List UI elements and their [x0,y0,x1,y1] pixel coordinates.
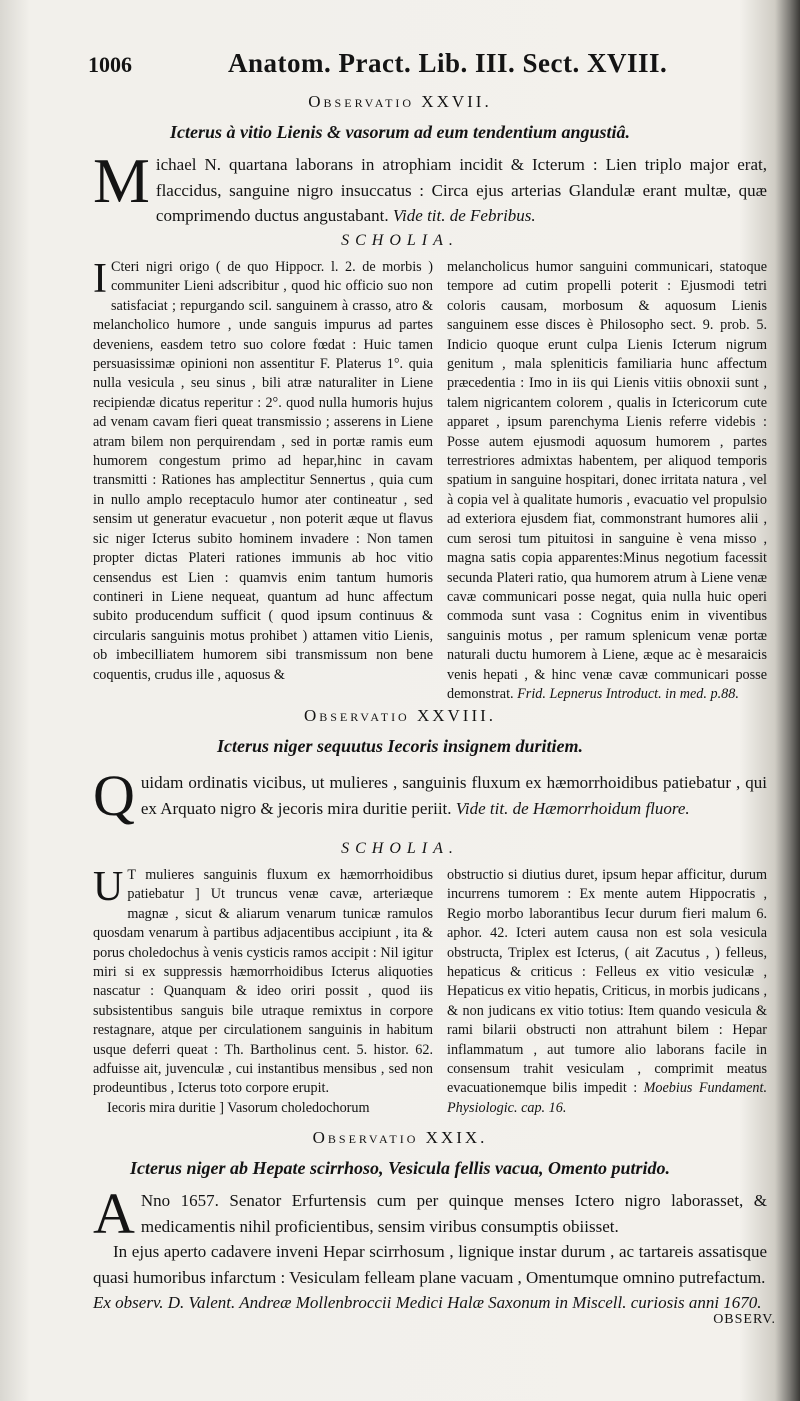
case-text: uidam ordinatis vicibus, ut mulieres , sanguinis fluxum ex hæmorrhoidibus patiebatur , qui ex Arquato nigro & jecoris mira duritie periit. [140,773,767,818]
scholia-column-right [447,258,767,704]
observation-title: Icterus à vitio Lienis & vasorum ad eum tendentium angustiâ. [169,122,631,142]
catchword: OBSERV. [713,1312,776,1327]
drop-cap: I [93,256,107,302]
scholia-text: obstructio si diutius duret, ipsum hepar afficitur, durum incurrens tumorem : Ex mente autem Hippocratis , Regio morbo laborantibus Iecur durum fieri malum 6. aphor. 42. Icteri autem causa non est sola vesicula obstructa, Triplex est Icterus, ( ait Zacutus , ) felleus, hepaticus & criticus : Felleus ex vitio vesiculæ , Hepaticus ex vitio hepatis, Criticus, in morbis judicans , & non judicans ex vitio totius: Item quando vesicula & rami bilarii obstructi non attrahunt bilem : Hepar inflammatum , aut tumore alio laborans facile in consensum trahit vesiculam , comprimit meatus evacuationemque bilis impedit : [447,867,767,1097]
reference: Vide tit. de Febribus. [392,206,536,225]
scholia-text: melancholicus humor sanguini communicari, statoque tempore ad cutim propelli poterit : Ejusmodi tetri coloris causam, morbosum & aquosum Lienis sanguinem esse disces è Philosopho sect. 9. prob. 5. Indicio quoque erunt culpa Lienis Icterum nigrum genitum , mala spleniticis familiaria hunc affectum præcedentia : Imo in iis qui Lienis vitiis obnoxii sunt , talem nigricantem colorem , qualis in Ictericorum cute apparet , ipsum parenchyma Lienis referre videbis : Posse autem ejusmodi aquosum humorem , partes terrestriores admixtas habentem, per aliquod temporis spatium in sanguine hospitari, donec irritata natura , vel à copia vel à qualitate humoris , evacuatio vel propulsio ad exteriora ejusdem fiat, commonstrant humores alii , cum serosi tum pituitosi in sanguine è vena misso , magna satis copia apparentes:Minus negotium facessit secunda Plateri ratio, qua humorem atrum à Liene venæ cavæ communicari posse negat, quia nulla huic operi commoda sunt vasa : Cognitus enim in viventibus sanguinis motus , per ramum splenicum venæ portæ naturali ductu humorem à Liene, æque ac è mesaraicis venis hepati , & hinc venæ cavæ communicari posse demonstrat. [447,259,767,702]
page-number: 1006 [88,52,132,77]
observation-heading: Observatio XXVII. [308,92,492,111]
scholia-column-right [447,866,767,1118]
observation-text [93,763,767,828]
observation-heading: Observatio XXIX. [312,1128,488,1147]
observation-title: Icterus niger sequutus Iecoris insignem duritiem. [216,736,584,756]
scholia-reference: Frid. Lepnerus Introduct. in med. p.88. [517,685,739,702]
case-text: Nno 1657. Senator Erfurtensis cum per quinque menses Ictero nigro laborasset, & medicamentis nihil proficientibus, sensim viribus consumptis obiisset. [140,1191,767,1236]
drop-cap: Q [93,763,135,828]
running-title: Anatom. Pract. Lib. III. Sect. XVIII. [228,48,668,78]
drop-cap: A [93,1181,135,1246]
scholia-text: Iecoris mira duritie ] Vasorum choledochorum [107,1099,370,1116]
scholia-text: T mulieres sanguinis fluxum ex hæmorrhoidibus patiebatur ] Ut truncus venæ cavæ, arteriæque magnæ , sicut & aliarum venarum tunicæ ramulos quosdam venarum à partibus adjacentibus accipiunt , ita & porus choledochus à venis cysticis ramos accipit : Nil igitur miri si ex suppressis hæmorrhoidibus Icterus aliquoties nascatur : Quanquam & ideo oriri possit , quod iis subsistentibus sanguis bile utraque remixtus in corpore restagnare, atque per circulationem sanguinis in habitum usque deferri queat : Th. Bartholinus cent. 5. histor. 62. adfuisse ait, juvenculæ , cui instantibus mensibus , sed non prodeuntibus , Icterus toto corpore erupit. [93,867,433,1097]
scholia-column-left [93,258,433,685]
case-text: ichael N. quartana laborans in atrophiam incidit & Icterum : Lien triplo major erat, flaccidus, sanguine nigro insuccatus : Circa ejus arterias Glandulæ erant multæ, quæ comprimendo ductus angustabant. [155,155,767,225]
reference: Ex observ. D. Valent. Andreæ Mollenbroccii Medici Halæ Saxonum in Miscell. curiosis anni 1670. [93,1293,762,1312]
scholia-heading: SCHOLIA. [341,232,459,249]
scholia-text: Cteri nigri origo ( de quo Hippocr. l. 2. de morbis ) communiter Lieni adscribitur , quod hic officio suo non satisfaciat ; repurgando scil. sanguinem à crasso, atro & melancholico humore , unde sanguis impurus ad partes deveniens, easdem tetro suo colore fœdat : Huic tamen persuasissimæ opinioni non assentitur F. Platerus 1°. quia nulla vesicula , seu sinus , bili atræ naturaliter in Liene recipiendæ dicatus reperitur : 2°. quod nulla humoris hujus ad venam cavam fieri queat transmissio ; asserens in Liene atram bilem non perquirendam , sed in portæ ramis eum humorem congestum primo ad hepar,hinc in cavam transmitti : Rationes has amplectitur Sennertus , quia cum in nullo amplo receptaculo humor ater contineatur , sed sensim ut generatur evacuetur , non poterit æque ut flavus sic niger Icterus subito hominem invadere : Non tamen propter dictas Plateri rationes immunis ab hoc vitio censendus est Lien : quamvis enim tantum humoris contineri in Liene nequeat, quantum ad hunc affectum subito producendum sufficit ( quod ipsum continuus & circularis sanguinis motus prohibet ) attamen vitio Lienis, ob imbecilliatem humorem sibi transmissum non bene coquentis, crudus ille , aquosus & [93,259,433,683]
case-text-continued: In ejus aperto cadavere inveni Hepar scirrhosum , lignique instar durum , ac tartareis assatisque quasi humoribus infarctum : Vesiculam felleam plane vacuam , Omentumque omnino putrefactum. [93,1242,767,1287]
observation-title: Icterus niger ab Hepate scirrhoso, Vesicula fellis vacua, Omento putrido. [129,1158,671,1178]
drop-cap: U [93,864,124,910]
observation-heading: Observatio XXVIII. [303,706,497,725]
scholia-heading: SCHOLIA. [341,840,459,857]
scholia-reference: Moebius Fundament. Physiologic. cap. 16. [447,1080,768,1116]
scholia-column-left [93,866,433,1118]
observation-text [93,145,767,229]
observation-text [93,1181,767,1316]
reference: Vide tit. de Hæmorrhoidum fluore. [455,798,690,818]
drop-cap: M [93,145,150,216]
page-header [88,48,668,84]
